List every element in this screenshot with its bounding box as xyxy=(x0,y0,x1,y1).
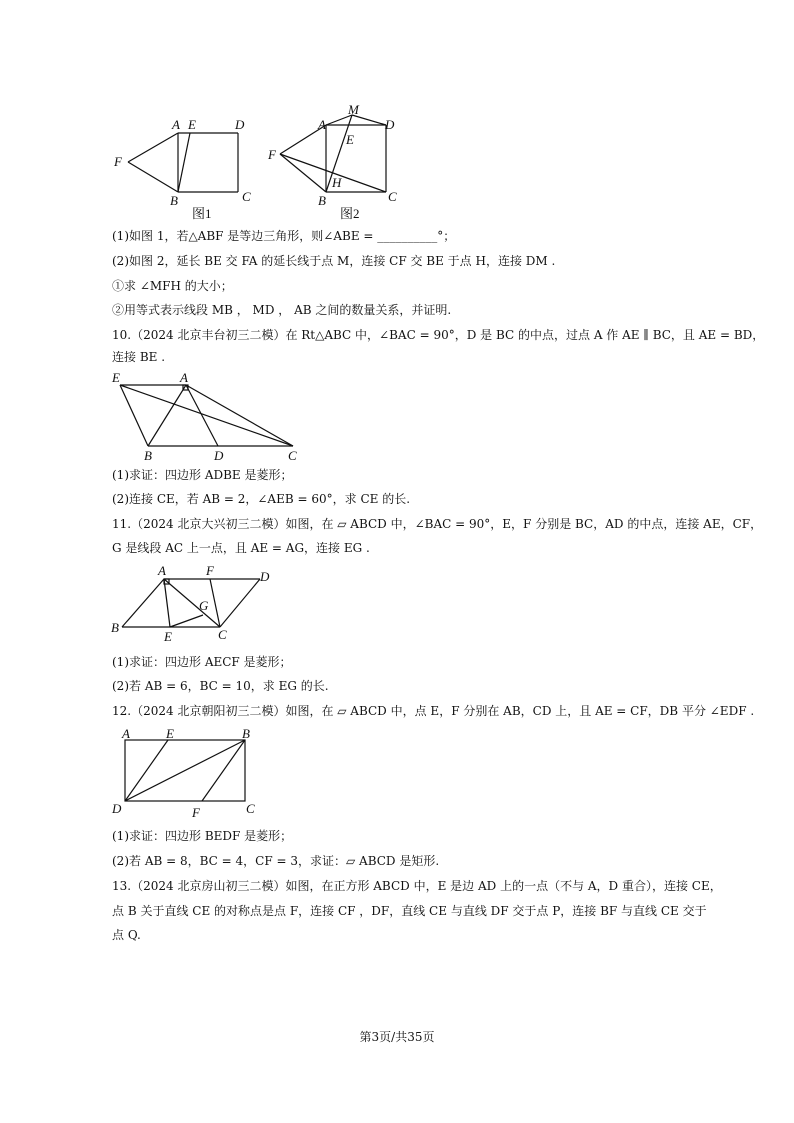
q9-part1: (1)如图 1，若△ABF 是等边三角形，则∠ABE = __________°； xyxy=(112,229,456,243)
label-E: E xyxy=(346,132,354,147)
q11-part2: (2)若 AB = 6，BC = 10，求 EG 的长. xyxy=(112,679,329,693)
label-F: F xyxy=(114,154,122,169)
label-C: C xyxy=(246,801,255,816)
q10-line2: 连接 BE . xyxy=(112,350,166,364)
label-H: H xyxy=(332,175,342,190)
label-B: B xyxy=(170,193,178,208)
label-F: F xyxy=(192,805,200,820)
label-B: B xyxy=(242,726,250,741)
q11-figure xyxy=(108,560,288,648)
label-G: G xyxy=(199,598,209,613)
label-B: B xyxy=(144,448,152,463)
label-C: C xyxy=(242,189,251,204)
label-C: C xyxy=(388,189,397,204)
label-A: A xyxy=(318,117,326,132)
label-D: D xyxy=(214,448,224,463)
label-B: B xyxy=(111,620,119,635)
q10-line1: 10.（2024 北京丰台初三二模）在 Rt△ABC 中，∠BAC = 90°，D 是 BC 的中点，过点 A 作 AE ∥ BC，且 AE = BD， xyxy=(112,328,765,342)
q9-sub1: ①求 ∠MFH 的大小； xyxy=(112,279,233,293)
q10-part1: (1)求证：四边形 ADBE 是菱形； xyxy=(112,468,293,482)
label-A: A xyxy=(172,117,180,132)
label-C: C xyxy=(218,627,227,642)
label-D: D xyxy=(385,117,395,132)
label-F: F xyxy=(206,563,214,578)
label-M: M xyxy=(348,102,359,117)
label-E: E xyxy=(112,370,120,385)
q12-part2: (2)若 AB = 8，BC = 4，CF = 3，求证：▱ ABCD 是矩形. xyxy=(112,854,440,868)
label-D: D xyxy=(260,569,270,584)
label-A: A xyxy=(122,726,130,741)
q13-line3: 点 Q. xyxy=(112,928,141,942)
q9-sub2: ②用等式表示线段 MB ， MD ， AB 之间的数量关系，并证明. xyxy=(112,303,452,317)
label-E: E xyxy=(166,726,174,741)
figure-2-caption: 图2 xyxy=(340,206,360,221)
q13-line1: 13.（2024 北京房山初三二模）如图，在正方形 ABCD 中，E 是边 AD 上的一点（不与 A，D 重合），连接 CE， xyxy=(112,879,722,893)
label-F: F xyxy=(268,147,276,162)
q11-part1: (1)求证：四边形 AECF 是菱形； xyxy=(112,655,292,669)
q10-part2: (2)连接 CE，若 AB = 2，∠AEB = 60°，求 CE 的长. xyxy=(112,492,411,506)
label-A: A xyxy=(180,370,188,385)
q13-line2: 点 B 关于直线 CE 的对称点是点 F，连接 CF ，DF，直线 CE 与直线 DF 交于点 P，连接 BF 与直线 CE 交于 xyxy=(112,904,707,918)
label-D: D xyxy=(235,117,245,132)
label-B: B xyxy=(318,193,326,208)
label-E: E xyxy=(188,117,196,132)
page-footer: 第3页/共35页 xyxy=(359,1030,435,1044)
q12-figure xyxy=(108,722,268,822)
label-C: C xyxy=(288,448,297,463)
label-A: A xyxy=(158,563,166,578)
figure-1-caption: 图1 xyxy=(192,206,212,221)
q12-part1: (1)求证：四边形 BEDF 是菱形； xyxy=(112,829,293,843)
q9-part2: (2)如图 2，延长 BE 交 FA 的延长线于点 M，连接 CF 交 BE 于点 H，连接 DM . xyxy=(112,254,556,268)
q12-line1: 12.（2024 北京朝阳初三二模）如图，在 ▱ ABCD 中，点 E，F 分别在 AB，CD 上，且 AE = CF，DB 平分 ∠EDF . xyxy=(112,704,755,718)
figure-1 xyxy=(108,112,268,222)
label-E: E xyxy=(164,629,172,644)
q11-line1: 11.（2024 北京大兴初三二模）如图，在 ▱ ABCD 中，∠BAC = 90°，E，F 分别是 BC，AD 的中点，连接 AE，CF， xyxy=(112,517,763,531)
figure-2 xyxy=(266,104,406,224)
label-D: D xyxy=(112,801,122,816)
q10-figure xyxy=(108,366,308,464)
q11-line2: G 是线段 AC 上一点，且 AE = AG，连接 EG . xyxy=(112,541,370,555)
